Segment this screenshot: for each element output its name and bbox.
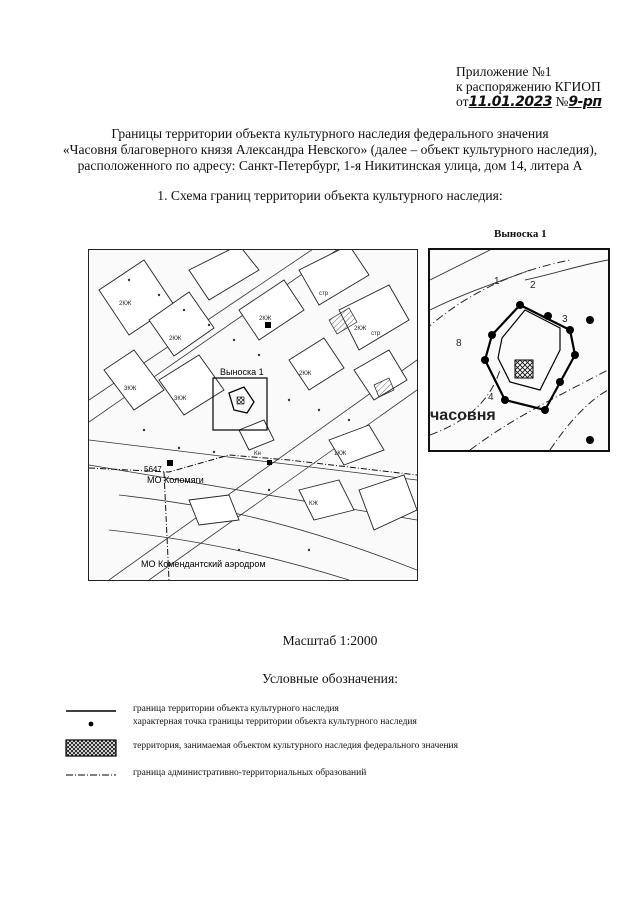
svg-text:3КЖ: 3КЖ [174, 396, 187, 402]
inset-boundary-points [481, 301, 594, 444]
inset-drawing [430, 250, 608, 450]
map-scale: Масштаб 1:2000 [282, 633, 378, 648]
handwritten-number: 9-рп [568, 94, 602, 110]
callout-frame-label: Выноска 1 [220, 367, 264, 377]
legend-label: граница территории объекта культурного наследия [133, 704, 339, 714]
svg-text:3: 3 [562, 314, 568, 325]
appendix-date-line [456, 94, 602, 110]
number-prefix: № [555, 94, 569, 109]
main-map [88, 249, 418, 581]
main-map-drawing [89, 250, 417, 580]
station1-code: 5647 [144, 465, 162, 474]
section-heading: 1. Схема границ территории объекта культурного наследия: [157, 188, 503, 203]
chapel-outline [229, 387, 254, 413]
svg-text:2КЖ: 2КЖ [299, 371, 312, 377]
svg-text:3КЖ: 3КЖ [124, 386, 137, 392]
svg-text:2КЖ: 2КЖ [259, 316, 272, 322]
inset-map [428, 248, 610, 452]
inset-street-lines [430, 250, 608, 310]
appendix-line2: к распоряжению КГИОП [456, 79, 601, 94]
appendix-block [456, 64, 602, 110]
legend-item [64, 715, 624, 733]
svg-text:2: 2 [530, 280, 536, 291]
station-marker-3 [265, 322, 271, 328]
station2-name: МО Комендантский аэродром [141, 559, 266, 569]
title-line2: «Часовня благоверного князя Александра Невского» (далее – объект культурного наследия), [62, 142, 598, 157]
svg-text:2КЖ: 2КЖ [119, 301, 132, 307]
station1-marker [167, 460, 173, 466]
inset-chapel [515, 360, 533, 378]
inset-vertex-labels [456, 276, 568, 403]
date-prefix: от [456, 94, 469, 109]
inset-title: Выноска 1 [494, 228, 547, 240]
svg-text:стр: стр [371, 331, 381, 337]
svg-text:1: 1 [494, 276, 500, 287]
document-title [40, 126, 620, 174]
svg-text:2КЖ: 2КЖ [354, 326, 367, 332]
legend-label: характерная точка границы территории объекта культурного наследия [133, 717, 417, 727]
dash-dot-line-icon [64, 766, 120, 784]
legend-item [64, 739, 624, 757]
svg-text:1КЖ: 1КЖ [334, 451, 347, 457]
legend-item [64, 766, 624, 784]
inset-chapel-text: часовня [430, 407, 496, 424]
crosshatch-icon [64, 739, 120, 757]
appendix-line1: Приложение №1 [456, 64, 552, 79]
svg-text:КЖ: КЖ [309, 501, 319, 507]
legend-label: территория, занимаемая объектом культурного наследия федерального значения [133, 741, 458, 751]
svg-text:Кн: Кн [254, 451, 261, 457]
title-line1: Границы территории объекта культурного наследия федерального значения [111, 126, 549, 141]
legend-title: Условные обозначения: [262, 671, 398, 686]
handwritten-date: 11.01.2023 [468, 94, 553, 110]
svg-text:8: 8 [456, 338, 462, 349]
station-marker-2 [267, 460, 272, 465]
svg-text:стр: стр [319, 291, 329, 297]
legend-label: граница административно-территориальных образований [133, 768, 367, 778]
title-line3: расположенного по адресу: Санкт-Петербург, 1-я Никитинская улица, дом 14, литера А [77, 158, 583, 173]
buildings [99, 250, 417, 530]
svg-text:2КЖ: 2КЖ [169, 336, 182, 342]
station1-name-label: МО Коломяги [147, 475, 204, 485]
dot-icon [64, 715, 120, 733]
svg-text:4: 4 [488, 392, 494, 403]
